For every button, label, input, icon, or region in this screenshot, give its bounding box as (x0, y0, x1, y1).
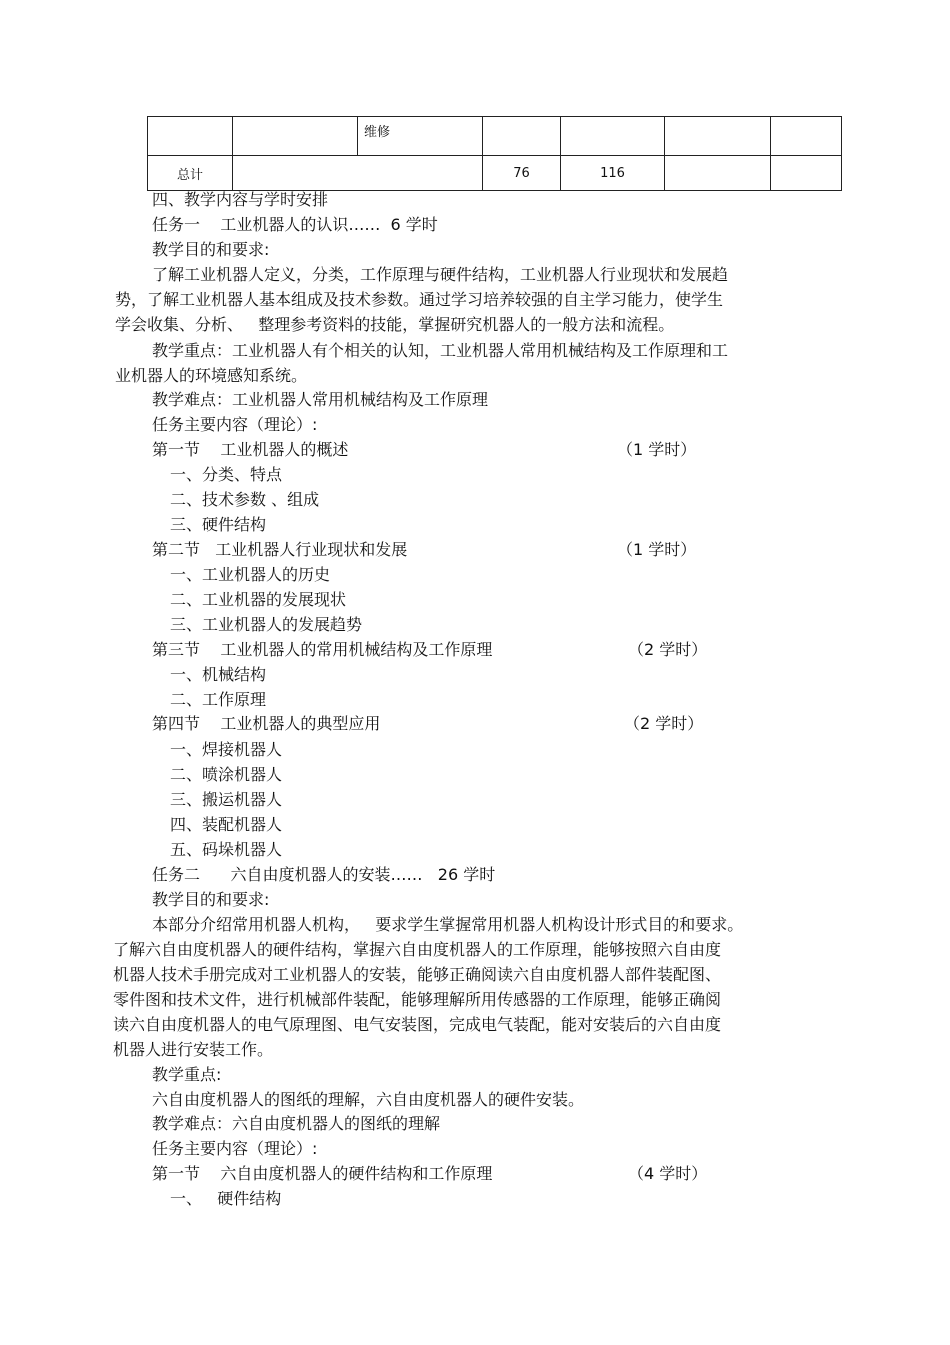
list-item: 二、工作原理 (170, 690, 267, 709)
table-cell (665, 117, 771, 156)
section-heading: 四、教学内容与学时安排 (152, 190, 329, 209)
table-cell: 76 (483, 156, 561, 191)
table-cell (771, 117, 842, 156)
table-cell (233, 156, 483, 191)
table-cell (233, 117, 358, 156)
table-cell (771, 156, 842, 191)
table-row (148, 117, 842, 156)
section-title: 第四节 工业机器人的典型应用 (152, 714, 381, 733)
paragraph-line: 业机器人的环境感知系统。 (115, 366, 308, 385)
paragraph-line: 机器人技术手册完成对工业机器人的安装，能够正确阅读六自由度机器人部件装配图、 (113, 965, 722, 984)
task-heading: 任务一 工业机器人的认识…… 6 学时 (152, 215, 438, 234)
list-item: 一、机械结构 (170, 665, 267, 684)
table-row (148, 156, 842, 191)
paragraph-line: 六自由度机器人的图纸的理解，六自由度机器人的硬件安装。 (152, 1090, 585, 1109)
paragraph-line: 了解六自由度机器人的硬件结构，掌握六自由度机器人的工作原理，能够按照六自由度 (113, 940, 722, 959)
list-item: 三、硬件结构 (170, 515, 267, 534)
paragraph-line: 教学重点：工业机器人有个相关的认知，工业机器人常用机械结构及工作原理和工 (152, 341, 729, 360)
section-hours: （1 学时） (617, 540, 697, 559)
table-cell (561, 117, 665, 156)
hours-table (147, 116, 842, 191)
paragraph-line: 教学重点: (152, 1065, 222, 1084)
list-item: 四、装配机器人 (170, 815, 283, 834)
paragraph-line: 教学难点：工业机器人常用机械结构及工作原理 (152, 390, 489, 409)
paragraph-line: 任务主要内容（理论）: (152, 415, 318, 434)
paragraph-line: 教学目的和要求: (152, 240, 270, 259)
paragraph-line: 读六自由度机器人的电气原理图、电气安装图，完成电气装配，能对安装后的六自由度 (113, 1015, 722, 1034)
list-item: 五、码垛机器人 (170, 840, 283, 859)
list-item: 二、喷涂机器人 (170, 765, 283, 784)
section-hours: （2 学时） (628, 640, 708, 659)
section-title: 第一节 六自由度机器人的硬件结构和工作原理 (152, 1164, 493, 1183)
paragraph-line: 零件图和技术文件，进行机械部件装配，能够理解所用传感器的工作原理，能够正确阅 (113, 990, 722, 1009)
paragraph-line: 学会收集、分析、 整理参考资料的技能，掌握研究机器人的一般方法和流程。 (115, 315, 675, 334)
paragraph-line: 本部分介绍常用机器人机构， 要求学生掌握常用机器人机构设计形式目的和要求。 (152, 915, 744, 934)
paragraph-line: 机器人进行安装工作。 (113, 1040, 274, 1059)
table-cell: 维修 (358, 117, 483, 156)
table-cell: 总计 (148, 156, 233, 191)
task-heading: 任务二 六自由度机器人的安装…… 26 学时 (152, 865, 496, 884)
section-title: 第一节 工业机器人的概述 (152, 440, 349, 459)
list-item: 一、工业机器人的历史 (170, 565, 331, 584)
table-cell (483, 117, 561, 156)
list-item: 一、焊接机器人 (170, 740, 283, 759)
table-cell (665, 156, 771, 191)
paragraph-line: 教学目的和要求: (152, 890, 270, 909)
section-hours: （4 学时） (628, 1164, 708, 1183)
section-hours: （1 学时） (617, 440, 697, 459)
section-title: 第三节 工业机器人的常用机械结构及工作原理 (152, 640, 493, 659)
table-cell (148, 117, 233, 156)
list-item: 二、工业机器的发展现状 (170, 590, 347, 609)
list-item: 一、分类、特点 (170, 465, 283, 484)
section-title: 第二节 工业机器人行业现状和发展 (152, 540, 408, 559)
list-item: 一、 硬件结构 (170, 1189, 282, 1208)
list-item: 三、工业机器人的发展趋势 (170, 615, 363, 634)
table-cell: 116 (561, 156, 665, 191)
list-item: 三、搬运机器人 (170, 790, 283, 809)
paragraph-line: 任务主要内容（理论）: (152, 1139, 318, 1158)
list-item: 二、技术参数 、组成 (170, 490, 320, 509)
paragraph-line: 教学难点：六自由度机器人的图纸的理解 (152, 1114, 441, 1133)
paragraph-line: 势，了解工业机器人基本组成及技术参数。通过学习培养较强的自主学习能力，使学生 (115, 290, 724, 309)
section-hours: （2 学时） (624, 714, 704, 733)
paragraph-line: 了解工业机器人定义，分类，工作原理与硬件结构，工业机器人行业现状和发展趋 (152, 265, 729, 284)
